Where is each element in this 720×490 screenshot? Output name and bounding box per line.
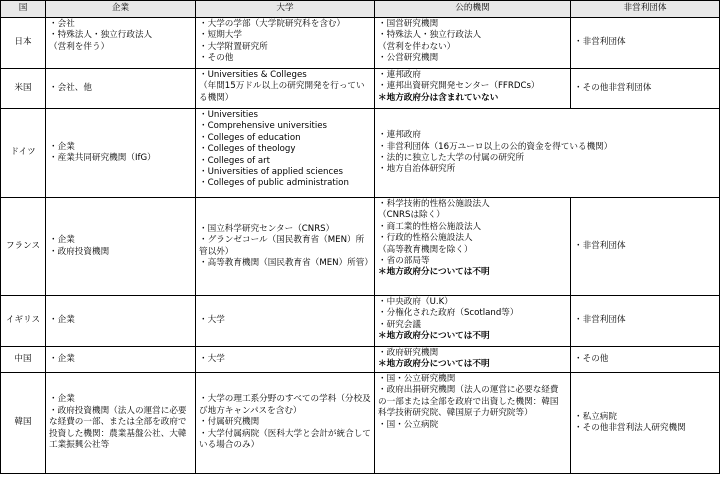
public-cell xyxy=(375,347,571,373)
cell-line: ・国・公立病院 xyxy=(378,419,439,430)
country-cell: ドイツ xyxy=(1,109,46,198)
cell-line: ・その他非営利団体 xyxy=(574,82,652,93)
cell-line: ・グランゼコール（国民教育省（MEN）所管以外） xyxy=(199,235,365,257)
university-cell xyxy=(196,69,375,109)
company-cell xyxy=(46,198,196,296)
cell-line: ・企業 xyxy=(49,235,75,246)
cell-line: ・国・公立研究機関 xyxy=(378,374,456,384)
cell-line: ・政府投資機関（法人の運営に必要な経費の一部、または全部を政府で投資した機関：農業基盤公社、大韓工業振興公社等 xyxy=(49,405,187,451)
header-university: 大学 xyxy=(196,1,375,18)
company-cell xyxy=(46,347,196,373)
table-row xyxy=(1,18,720,69)
header-country: 国 xyxy=(1,1,46,18)
cell-line: ・Universities xyxy=(199,110,259,120)
cell-line: ・会社、他 xyxy=(49,82,92,93)
cell-line: ・分権化された政府（Scotland等） xyxy=(378,308,519,319)
cell-line: ・政府出捐研究機関（法人の運営に必要な経費の一部または全部を政府で出資した機関：韓国科学技術研究院、韓国原子力研究院等） xyxy=(378,385,559,419)
cell-line: ・非営利団体 xyxy=(574,315,626,326)
cell-line: （高等教育機関を除く） xyxy=(378,244,473,255)
country-cell: 米国 xyxy=(1,69,46,109)
table-row xyxy=(1,198,720,296)
cell-line: ・短期大学 xyxy=(199,30,242,41)
cell-line: ・大学の理工系分野のすべての学科（分校及び地方キャンパスを含む） xyxy=(199,394,371,416)
cell-line: ・大学の学部（大学院研究科を含む） xyxy=(199,19,346,29)
cell-line: ・地方自治体研究所 xyxy=(378,164,456,175)
university-cell xyxy=(196,18,375,69)
public-cell xyxy=(375,109,720,198)
university-cell xyxy=(196,198,375,296)
cell-line: ・その他 xyxy=(574,353,609,364)
public-cell xyxy=(375,373,571,474)
cell-line: ・大学 xyxy=(199,353,225,364)
cell-line: ・研究会議 xyxy=(378,319,421,330)
public-note: ＊地方政府分については不明 xyxy=(378,331,490,342)
public-note: ＊地方政府分については不明 xyxy=(378,359,490,370)
cell-line: ・私立病院 xyxy=(574,411,617,422)
table-row xyxy=(1,109,720,198)
public-note: ＊地方政府分については不明 xyxy=(378,267,490,278)
country-cell: 韓国 xyxy=(1,373,46,474)
cell-line: ・その他 xyxy=(199,53,234,64)
university-cell xyxy=(196,109,375,198)
cell-line: ・高等教育機関（国民教育省（MEN）所管） xyxy=(199,257,373,268)
university-cell xyxy=(196,296,375,347)
nonprofit-cell xyxy=(571,69,720,109)
cell-line: ・大学付属病院（医科大学と会計が統合している場合のみ） xyxy=(199,428,371,451)
cell-line: ・連邦政府 xyxy=(378,130,421,141)
cell-line: ・企業 xyxy=(49,315,75,326)
cell-line: ・Colleges of public administration xyxy=(199,178,349,189)
table-row xyxy=(1,296,720,347)
country-cell: イギリス xyxy=(1,296,46,347)
header-row xyxy=(1,1,720,18)
university-cell xyxy=(196,347,375,373)
header-nonprofit: 非営利団体 xyxy=(571,1,720,18)
header-public: 公的機関 xyxy=(375,1,571,18)
cell-line: ・政府投資機関 xyxy=(49,246,110,257)
nonprofit-cell xyxy=(571,347,720,373)
cell-line: ・特殊法人・独立行政法人 xyxy=(378,30,482,41)
cell-line: ・Universities of applied sciences xyxy=(199,167,343,178)
cell-line: ・企業 xyxy=(49,141,75,152)
country-cell: フランス xyxy=(1,198,46,296)
cell-line: （営利を伴わない） xyxy=(378,41,456,52)
cell-line: ・大学 xyxy=(199,315,225,326)
cell-line: ・産業共同研究機関（IfG） xyxy=(49,153,156,163)
cell-line: ・付属研究機関 xyxy=(199,417,260,428)
cell-line: ・商工業的性格公施設法人 xyxy=(378,221,482,232)
cell-line: ・科学技術的性格公施設法人 xyxy=(378,199,490,209)
cell-line: ・国立科学研究センター（CNRS） xyxy=(199,223,335,234)
cell-line: ・非営利団体 xyxy=(574,37,626,48)
public-cell xyxy=(375,69,571,109)
country-cell: 日本 xyxy=(1,18,46,69)
public-cell xyxy=(375,198,571,296)
cell-line: ・大学附置研究所 xyxy=(199,41,268,52)
university-cell xyxy=(196,373,375,474)
company-cell xyxy=(46,69,196,109)
cell-line: ・政府研究機関 xyxy=(378,348,439,358)
header-company: 企業 xyxy=(46,1,196,18)
cell-line: ・Colleges of theology xyxy=(199,144,296,155)
cell-line: ・法的に独立した大学の付属の研究所 xyxy=(378,153,525,163)
cell-line: ・企業 xyxy=(49,353,75,364)
public-note: ＊地方政府分は含まれていない xyxy=(378,92,499,103)
cell-line: ・省の部局等 xyxy=(378,256,430,267)
company-cell xyxy=(46,296,196,347)
public-cell xyxy=(375,18,571,69)
cell-line: ・Colleges of education xyxy=(199,132,301,143)
cell-line: ・非営利団体（16万ユーロ以上の公的資金を得ている機関） xyxy=(378,141,613,152)
cell-line: ・非営利団体 xyxy=(574,240,626,251)
nonprofit-cell xyxy=(571,18,720,69)
table-row xyxy=(1,347,720,373)
cell-line: ・企業 xyxy=(49,394,75,405)
nonprofit-cell xyxy=(571,373,720,474)
cell-line: ・行政的性格公施設法人 xyxy=(378,233,473,244)
cell-line: ・Comprehensive universities xyxy=(199,121,328,132)
nonprofit-cell xyxy=(571,296,720,347)
company-cell xyxy=(46,373,196,474)
country-cell: 中国 xyxy=(1,347,46,373)
company-cell xyxy=(46,18,196,69)
cell-line: （営利を伴う） xyxy=(49,41,110,52)
cell-line: （CNRSは除く） xyxy=(378,210,445,221)
table-row xyxy=(1,69,720,109)
cell-line: ・公営研究機関 xyxy=(378,53,439,64)
cell-line: ・Colleges of art xyxy=(199,155,271,166)
nonprofit-cell xyxy=(571,198,720,296)
cell-line: ・連邦政府 xyxy=(378,70,421,80)
cell-line: ・会社 xyxy=(49,19,75,29)
cell-line: （年間15万ドル以上の研究開発を行っている機関） xyxy=(199,81,365,103)
company-cell xyxy=(46,109,196,198)
cell-line: ・Universities & Colleges xyxy=(199,70,307,80)
public-cell xyxy=(375,296,571,347)
cell-line: ・国営研究機関 xyxy=(378,19,439,29)
cell-line: ・中央政府（U.K） xyxy=(378,297,453,307)
table-row xyxy=(1,373,720,474)
cell-line: ・特殊法人・独立行政法人 xyxy=(49,30,153,41)
cell-line: ・連邦出資研究開発センター（FFRDCs） xyxy=(378,81,540,92)
cell-line: ・その他非営利法人研究機関 xyxy=(574,423,686,433)
